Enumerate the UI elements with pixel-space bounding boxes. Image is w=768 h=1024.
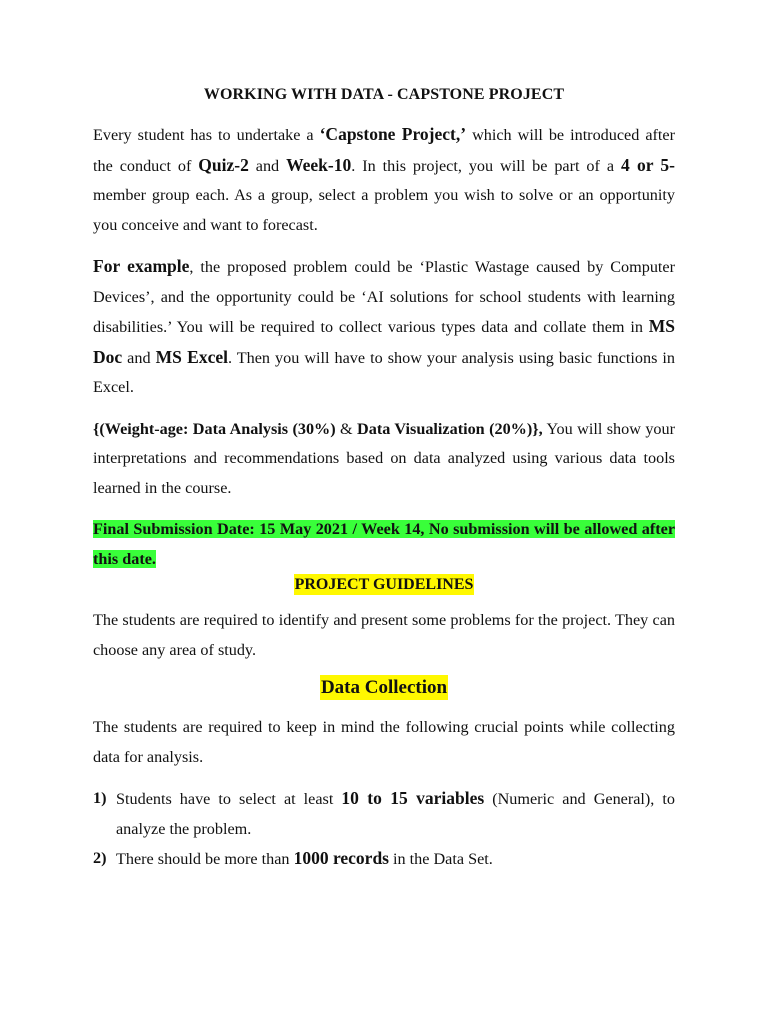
intro-bold-quiz: Quiz-2	[198, 154, 249, 175]
example-text-1: , the proposed problem could be ‘Plastic Wastage caused by Computer Devices’, and the opportunity could be ‘AI solutions for school students with learning disabilities.’ You will be required to collect various types data and collate them in	[93, 258, 675, 336]
document-title: WORKING WITH DATA - CAPSTONE PROJECT	[203, 86, 565, 103]
example-bold-lead: For example	[93, 256, 190, 276]
deadline-highlight: Final Submission Date: 15 May 2021 / Week 14, No submission will be allowed after this date.	[93, 520, 675, 568]
intro-paragraph	[93, 120, 675, 240]
weightage-text-2: You will show your interpretations and recommendations based on data analyzed using various data tools learned in the course.	[93, 419, 676, 497]
weightage-paragraph	[93, 415, 675, 504]
weightage-bold-visualization: Data Visualization (20%)},	[357, 419, 543, 438]
intro-text-1: Every student has to undertake a	[93, 126, 320, 144]
intro-bold-week: Week-10	[286, 154, 352, 175]
intro-text-4: . In this project, you will be part of a	[351, 156, 621, 175]
example-bold-msdoc: MS Doc	[93, 316, 675, 367]
intro-bold-group-size: 4 or 5-	[620, 154, 675, 175]
list-bold-records: 1000 records	[293, 848, 389, 868]
list-number: 2)	[93, 849, 107, 867]
guidelines-heading: PROJECT GUIDELINES	[294, 576, 474, 593]
data-collection-heading: Data Collection	[320, 677, 448, 698]
list-bold-variables: 10 to 15 variables	[341, 788, 485, 808]
list-item	[93, 844, 675, 875]
data-collection-heading-wrap	[93, 677, 675, 699]
data-requirements-list	[93, 784, 675, 875]
example-text-2: and	[122, 348, 156, 367]
example-text-3: . Then you will have to show your analysis using basic functions in Excel.	[93, 348, 675, 396]
example-paragraph	[93, 252, 675, 403]
list-text-2: in the Data Set.	[388, 850, 493, 868]
weightage-bold-analysis: {(Weight-age: Data Analysis (30%)	[93, 419, 336, 438]
list-item-text	[116, 784, 675, 844]
list-item-text	[116, 844, 675, 875]
list-text-1: Students have to select at least	[116, 790, 342, 808]
example-bold-msexcel: MS Excel	[155, 346, 228, 367]
intro-text-3: and	[248, 156, 287, 175]
list-number: 1)	[93, 789, 107, 807]
weightage-text-1: &	[335, 419, 358, 438]
submission-deadline	[93, 515, 675, 574]
guidelines-paragraph: The students are required to identify and present some problems for the project. They can choose any area of study.	[93, 611, 675, 659]
intro-bold-capstone: ‘Capstone Project,’	[319, 124, 467, 144]
data-collection-paragraph: The students are required to keep in mind the following crucial points while collecting data for analysis.	[93, 718, 675, 766]
intro-text-2: which will be introduced after the conduct of	[93, 126, 675, 175]
list-item	[93, 784, 675, 844]
list-text-1: There should be more than	[116, 850, 294, 868]
list-text-2: (Numeric and General), to analyze the problem.	[116, 790, 675, 838]
intro-text-5: member group each. As a group, select a problem you wish to solve or an opportunity you conceive and want to forecast.	[93, 186, 675, 234]
guidelines-heading-wrap	[93, 576, 675, 594]
